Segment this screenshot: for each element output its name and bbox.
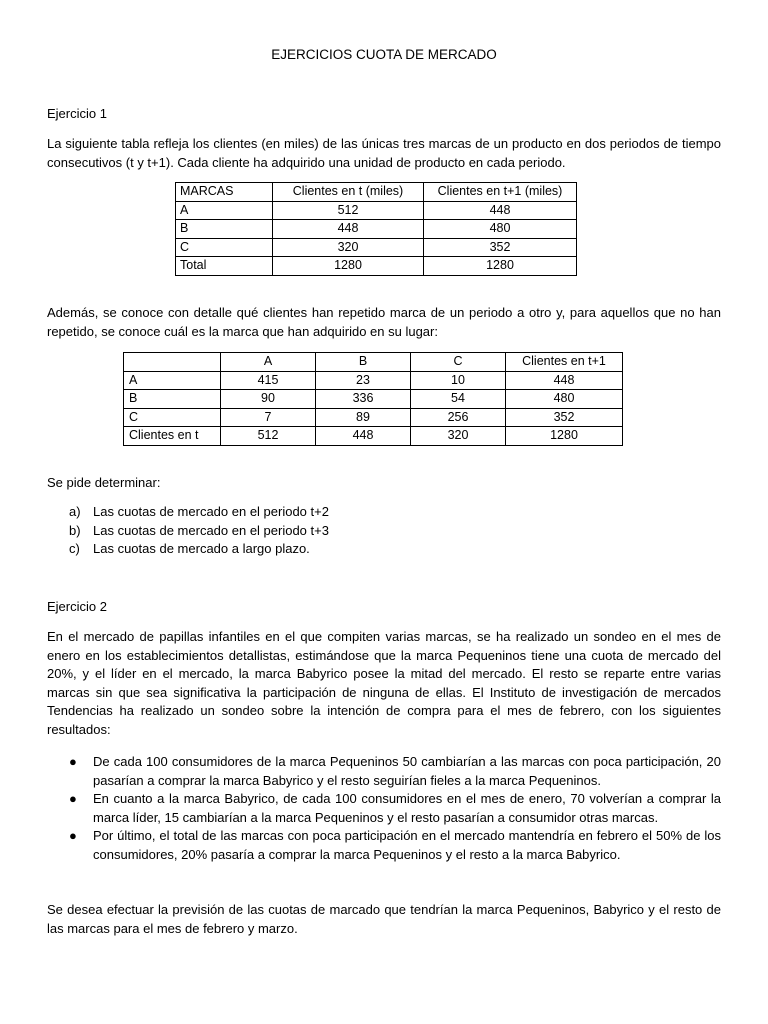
table-header-cell: B (316, 353, 411, 372)
table-header-cell: MARCAS (176, 183, 273, 202)
table-row (124, 371, 623, 390)
table-header-cell (124, 353, 221, 372)
table-cell: 89 (316, 408, 411, 427)
list-item-text: De cada 100 consumidores de la marca Pequeninos 50 cambiarían a las marcas con poca participación, 20 pasarían a comprar la marca Babyrico y el resto seguirían fieles a la marca Pequeninos. (93, 754, 721, 788)
table-cell: C (176, 238, 273, 257)
list-marker: b) (69, 522, 81, 538)
list-item (47, 790, 721, 827)
table-cell: 1280 (506, 427, 623, 446)
table-header-row (124, 353, 623, 372)
table-header-cell: A (221, 353, 316, 372)
bullet-icon: ● (69, 791, 77, 806)
list-item-text: Las cuotas de mercado en el periodo t+2 (93, 504, 329, 519)
table-cell: A (124, 371, 221, 390)
table-cell: 512 (273, 201, 424, 220)
table-cell: A (176, 201, 273, 220)
table-cell: 480 (506, 390, 623, 409)
list-item-text: Las cuotas de mercado a largo plazo. (93, 541, 310, 556)
list-item (47, 503, 721, 522)
table-cell: C (124, 408, 221, 427)
table-cell: 352 (424, 238, 577, 257)
table-cell: 448 (506, 371, 623, 390)
list-item-text: Por último, el total de las marcas con poca participación en el mercado mantendría en febrero el 50% de los consumidores, 20% pasaría a comprar la marca Pequeninos y el resto a la marca Babyrico. (93, 828, 721, 862)
ejercicio-1-heading: Ejercicio 1 (47, 106, 107, 121)
table-cell: 54 (411, 390, 506, 409)
page-title: EJERCICIOS CUOTA DE MERCADO (271, 47, 497, 62)
question-list (47, 503, 721, 559)
table-row (176, 238, 577, 257)
table-header-cell: Clientes en t (miles) (273, 183, 424, 202)
table-cell: 320 (273, 238, 424, 257)
table-row (124, 427, 623, 446)
ejercicio-2-closing: Se desea efectuar la previsión de las cuotas de marcado que tendrían la marca Pequeninos, Babyrico y el resto de las marcas para el mes de febrero y marzo. (47, 902, 721, 936)
table-cell: 256 (411, 408, 506, 427)
list-item (47, 540, 721, 559)
se-pide-label: Se pide determinar: (47, 475, 161, 490)
ejercicio-2-heading: Ejercicio 2 (47, 599, 107, 614)
table-cell: 7 (221, 408, 316, 427)
table-cell: 448 (316, 427, 411, 446)
table-cell: 10 (411, 371, 506, 390)
table-cell: 336 (316, 390, 411, 409)
list-item-text: En cuanto a la marca Babyrico, de cada 100 consumidores en el mes de enero, 70 volverían a comprar la marca líder, 15 cambiarían a la marca Pequeninos y el resto pasarían a consumidor otras marcas. (93, 791, 721, 825)
table-header-cell: C (411, 353, 506, 372)
table-cell: 480 (424, 220, 577, 239)
table-row (124, 390, 623, 409)
list-item-text: Las cuotas de mercado en el periodo t+3 (93, 522, 329, 538)
table-cell: 512 (221, 427, 316, 446)
table-cell: 415 (221, 371, 316, 390)
table-cell: Total (176, 257, 273, 276)
ejercicio-1-intro: La siguiente tabla refleja los clientes (en miles) de las únicas tres marcas de un producto en dos periodos de tiempo consecutivos (t y t+1). Cada cliente ha adquirido una unidad de producto en cada periodo. (47, 136, 721, 170)
list-marker: a) (69, 504, 81, 519)
clients-table (175, 182, 577, 276)
ejercicio-2-intro: En el mercado de papillas infantiles en el que compiten varias marcas, se ha realizado un sondeo en el mes de enero en los establecimientos detallistas, estimándose que la marca Pequeninos tiene una cuota de mercado del 20%, y el líder en el mercado, la marca Babyrico posee la mitad del mercado. El resto se reparte entre varias marcas sin que sea significativa la participación de ninguna de ellas. El Instituto de investigación de mercados Tendencias ha realizado un sondeo sobre la intención de compra para el mes de febrero, con los siguientes resultados: (47, 629, 721, 737)
table-header-row (176, 183, 577, 202)
table-row (124, 408, 623, 427)
table-cell: 448 (424, 201, 577, 220)
table-row (176, 257, 577, 276)
table-cell: Clientes en t (124, 427, 221, 446)
table-cell: 1280 (424, 257, 577, 276)
list-item (47, 753, 721, 790)
table-cell: 23 (316, 371, 411, 390)
transition-table (123, 352, 623, 446)
table-cell: 448 (273, 220, 424, 239)
table-header-cell: Clientes en t+1 (506, 353, 623, 372)
table-row (176, 220, 577, 239)
table-row (176, 201, 577, 220)
list-marker: c) (69, 541, 80, 556)
list-item (47, 522, 721, 541)
table-cell: B (124, 390, 221, 409)
table-cell: 320 (411, 427, 506, 446)
table-cell: 1280 (273, 257, 424, 276)
results-bullet-list (47, 753, 721, 864)
table-header-cell: Clientes en t+1 (miles) (424, 183, 577, 202)
bullet-icon: ● (69, 754, 77, 769)
ejercicio-1-paragraph-2: Además, se conoce con detalle qué clientes han repetido marca de un periodo a otro y, para aquellos que no han repetido, se conoce cuál es la marca que han adquirido en su lugar: (47, 305, 721, 339)
list-item (47, 827, 721, 864)
table-cell: 90 (221, 390, 316, 409)
table-cell: B (176, 220, 273, 239)
table-cell: 352 (506, 408, 623, 427)
bullet-icon: ● (69, 828, 77, 843)
